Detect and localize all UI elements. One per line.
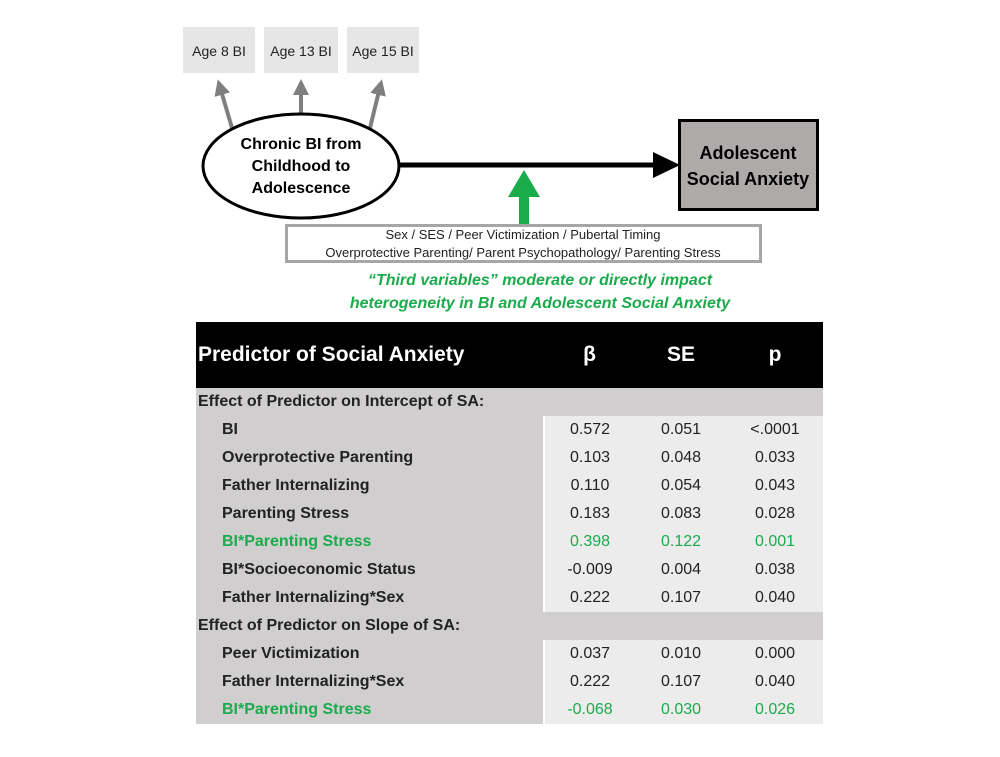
predictor-label: Peer Victimization <box>196 640 544 668</box>
table-header-row <box>196 322 823 388</box>
header-p: p <box>727 322 823 388</box>
table-row <box>196 556 823 584</box>
se-value: 0.030 <box>635 696 727 724</box>
moderators-line1: Sex / SES / Peer Victimization / Pubertal Timing <box>385 227 661 242</box>
outcome-label-line2: Social Anxiety <box>686 169 810 189</box>
moderators-line2: Overprotective Parenting/ Parent Psychopathology/ Parenting Stress <box>325 245 721 260</box>
section-header-row <box>196 388 823 416</box>
table-row <box>196 584 823 612</box>
p-value: 0.026 <box>727 696 823 724</box>
table-row <box>196 444 823 472</box>
se-value: 0.083 <box>635 500 727 528</box>
table-row <box>196 416 823 444</box>
predictor-label: BI*Parenting Stress <box>196 696 544 724</box>
se-value: 0.122 <box>635 528 727 556</box>
predictor-label: Father Internalizing <box>196 472 544 500</box>
predictor-label: Parenting Stress <box>196 500 544 528</box>
se-value: 0.010 <box>635 640 727 668</box>
beta-value: -0.068 <box>544 696 635 724</box>
beta-value: 0.110 <box>544 472 635 500</box>
results-table <box>196 322 823 724</box>
beta-value: 0.222 <box>544 584 635 612</box>
p-value: 0.038 <box>727 556 823 584</box>
loading-arrow-age8 <box>220 87 232 128</box>
moderation-arrow-shaft <box>519 195 529 225</box>
predictor-label: BI*Parenting Stress <box>196 528 544 556</box>
p-value: 0.033 <box>727 444 823 472</box>
outcome-box <box>680 121 818 210</box>
table-row <box>196 500 823 528</box>
indicator-label-age8: Age 8 BI <box>192 43 246 59</box>
beta-value: 0.572 <box>544 416 635 444</box>
predictor-label: Father Internalizing*Sex <box>196 584 544 612</box>
beta-value: 0.103 <box>544 444 635 472</box>
se-value: 0.107 <box>635 584 727 612</box>
table-row <box>196 528 823 556</box>
predictor-label: Father Internalizing*Sex <box>196 668 544 696</box>
header-predictor: Predictor of Social Anxiety <box>196 322 544 388</box>
latent-label-line2: Childhood to <box>251 158 351 175</box>
p-value: 0.001 <box>727 528 823 556</box>
caption-line2: heterogeneity in BI and Adolescent Social Anxiety <box>349 295 731 312</box>
beta-value: -0.009 <box>544 556 635 584</box>
section-title: Effect of Predictor on Intercept of SA: <box>196 388 544 416</box>
p-value: 0.043 <box>727 472 823 500</box>
beta-value: 0.222 <box>544 668 635 696</box>
predictor-label: BI <box>196 416 544 444</box>
latent-label-line1: Chronic BI from <box>240 136 362 153</box>
predictor-label: BI*Socioeconomic Status <box>196 556 544 584</box>
beta-value: 0.398 <box>544 528 635 556</box>
section-title: Effect of Predictor on Slope of SA: <box>196 612 544 640</box>
outcome-label-line1: Adolescent <box>699 143 797 163</box>
section-header-row <box>196 612 823 640</box>
p-value: 0.000 <box>727 640 823 668</box>
se-value: 0.048 <box>635 444 727 472</box>
loading-arrow-age15 <box>370 87 380 128</box>
latent-label-line3: Adolescence <box>251 180 351 197</box>
header-se: SE <box>635 322 727 388</box>
predictor-label: Overprotective Parenting <box>196 444 544 472</box>
indicator-label-age15: Age 15 BI <box>352 43 414 59</box>
se-value: 0.054 <box>635 472 727 500</box>
main-path-arrowhead <box>653 152 680 178</box>
table-row <box>196 696 823 724</box>
table-row <box>196 668 823 696</box>
indicator-label-age13: Age 13 BI <box>270 43 332 59</box>
p-value: <.0001 <box>727 416 823 444</box>
se-value: 0.004 <box>635 556 727 584</box>
table-row <box>196 640 823 668</box>
p-value: 0.040 <box>727 668 823 696</box>
se-value: 0.107 <box>635 668 727 696</box>
p-value: 0.028 <box>727 500 823 528</box>
p-value: 0.040 <box>727 584 823 612</box>
caption-line1: “Third variables” moderate or directly impact <box>367 272 713 289</box>
header-beta: β <box>544 322 635 388</box>
section-blank-cell <box>544 388 823 416</box>
beta-value: 0.183 <box>544 500 635 528</box>
moderation-arrowhead <box>508 170 540 197</box>
se-value: 0.051 <box>635 416 727 444</box>
section-blank-cell <box>544 612 823 640</box>
beta-value: 0.037 <box>544 640 635 668</box>
table-row <box>196 472 823 500</box>
